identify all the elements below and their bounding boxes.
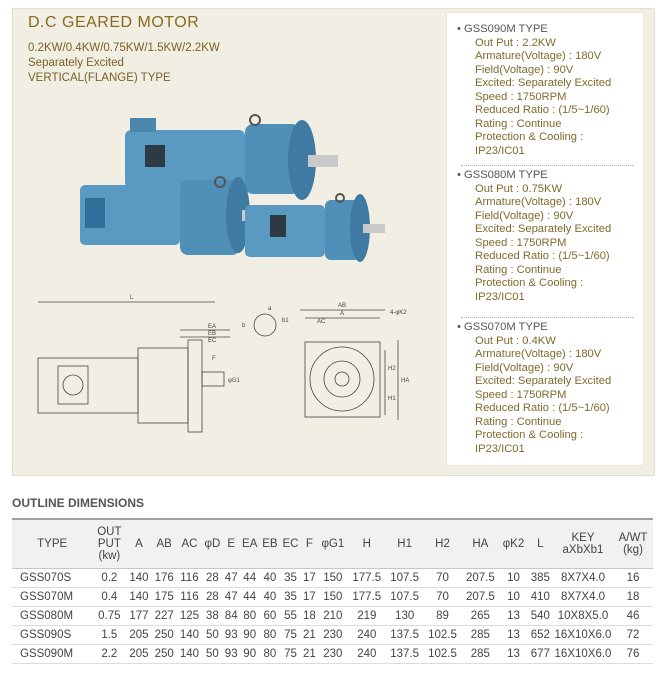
outline-dimensions-table [12,518,653,664]
cell: 55 [280,607,301,626]
cell: 17 [301,588,318,607]
spec-line: Protection & Cooling : [475,131,584,143]
svg-text:a: a [268,306,272,312]
spec-line: Field(Voltage) : 90V [475,63,574,76]
col-header: F [301,519,318,569]
spec-block-gss080m: • GSS080M TYPE Out Put : 0.75KW Armature(Voltage) : 180V Field(Voltage) : 90V Excited: Separately Excited Speed : 1750RPM Reduced Ratio : (1/5~1/60) Rating : Continue Protection & Cooling : IP23/IC01 [457,169,639,304]
cell: 177 [126,607,151,626]
col-header: φK2 [499,519,527,569]
table-row [12,645,653,664]
spec-heading: GSS090M TYPE [464,23,548,35]
cell: 50 [202,645,223,664]
spec-sidebar [446,12,644,466]
spec-line: Excited: Separately Excited [475,77,612,89]
svg-text:EC: EC [208,338,217,344]
col-header: EC [280,519,301,569]
spec-line: IP23/IC01 [475,144,525,157]
spec-line: IP23/IC01 [475,442,525,455]
cell: 46 [613,607,653,626]
table-header-row [12,519,653,569]
cell: 89 [424,607,462,626]
col-header: E [223,519,240,569]
spec-line: Out Put : 2.2KW [475,36,556,49]
col-header: EB [260,519,280,569]
cell: 116 [177,588,202,607]
cell: 410 [528,588,553,607]
cell: 75 [280,645,301,664]
cell: 76 [613,645,653,664]
cell: 285 [461,626,499,645]
cell: 40 [260,569,280,588]
cell: 265 [461,607,499,626]
spec-line: Armature(Voltage) : 180V [475,196,602,208]
cell: 240 [348,645,386,664]
cell: 250 [152,626,177,645]
col-header: AB [152,519,177,569]
cell: 28 [202,569,223,588]
cell: 175 [152,588,177,607]
spec-heading: GSS070M TYPE [464,321,548,333]
cell: 130 [386,607,424,626]
cell: 1.5 [92,626,126,645]
spec-line: Reduced Ratio : (1/5~1/60) [475,104,610,116]
cell: 250 [152,645,177,664]
col-header: A [126,519,151,569]
svg-text:EB: EB [208,331,217,337]
spec-line: Field(Voltage) : 90V [475,361,574,374]
motor-photo [70,110,390,280]
cell: 44 [240,569,260,588]
table-row [12,607,653,626]
cell: 230 [318,645,348,664]
col-header: H1 [386,519,424,569]
cell: 80 [260,645,280,664]
cell: 177.5 [348,569,386,588]
spec-line: Excited: Separately Excited [475,223,612,235]
cell: 652 [528,626,553,645]
svg-text:EA: EA [208,324,217,330]
cell: 240 [348,626,386,645]
excitation-type: Separately Excited [28,57,124,69]
cell: 47 [223,588,240,607]
cell: 72 [613,626,653,645]
cell: 140 [126,588,151,607]
cell: 80 [240,607,260,626]
cell: 285 [461,645,499,664]
dimension-drawing [20,290,420,450]
cell: 125 [177,607,202,626]
spec-block-gss070m: • GSS070M TYPE Out Put : 0.4KW Armature(Voltage) : 180V Field(Voltage) : 90V Excited: Separately Excited Speed : 1750RPM Reduced Ratio : (1/5~1/60) Rating : Continue Protection & Cooling : IP23/IC01 [457,321,639,456]
spec-line: Protection & Cooling : [475,277,584,289]
cell: 40 [260,588,280,607]
cell: GSS090S [12,626,92,645]
col-header: H2 [424,519,462,569]
col-header: EA [240,519,260,569]
cell: 677 [528,645,553,664]
cell: 207.5 [461,588,499,607]
cell: 102.5 [424,626,462,645]
cell: 0.75 [92,607,126,626]
cell: 28 [202,588,223,607]
spec-line: Field(Voltage) : 90V [475,209,574,222]
cell: 219 [348,607,386,626]
cell: 140 [177,626,202,645]
cell: 137.5 [386,645,424,664]
spec-line: Excited: Separately Excited [475,375,612,387]
divider [461,317,633,318]
spec-line: IP23/IC01 [475,290,525,303]
spec-line: Speed : 1750RPM [475,90,567,103]
cell: 90 [240,626,260,645]
svg-text:φG1: φG1 [228,378,240,384]
cell: 176 [152,569,177,588]
spec-line: Rating : Continue [475,415,562,428]
spec-line: Rating : Continue [475,263,562,276]
cell: 35 [280,588,301,607]
svg-text:b1: b1 [282,318,289,324]
svg-text:H2: H2 [388,366,396,372]
cell: 140 [126,569,151,588]
cell: 227 [152,607,177,626]
cell: 150 [318,588,348,607]
col-header: OUT PUT (kw) [92,519,126,569]
cell: 13 [499,645,527,664]
cell: 44 [240,588,260,607]
col-header: KEY aXbXb1 [553,519,613,569]
cell: 230 [318,626,348,645]
spec-line: Reduced Ratio : (1/5~1/60) [475,250,610,262]
svg-text:L: L [130,295,134,301]
table-row [12,588,653,607]
cell: 210 [318,607,348,626]
cell: 13 [499,626,527,645]
cell: 0.4 [92,588,126,607]
col-header: H [348,519,386,569]
cell: 10X8X5.0 [553,607,613,626]
cell: 385 [528,569,553,588]
cell: GSS070M [12,588,92,607]
product-title: D.C GEARED MOTOR [28,14,200,31]
cell: 177.5 [348,588,386,607]
cell: 8X7X4.0 [553,569,613,588]
spec-line: Reduced Ratio : (1/5~1/60) [475,402,610,414]
cell: 2.2 [92,645,126,664]
svg-text:H1: H1 [388,396,396,402]
cell: 84 [223,607,240,626]
spec-line: Speed : 1750RPM [475,236,567,249]
cell: 0.2 [92,569,126,588]
cell: 150 [318,569,348,588]
cell: 10 [499,569,527,588]
cell: 137.5 [386,626,424,645]
cell: 205 [126,626,151,645]
col-header: L [528,519,553,569]
cell: 540 [528,607,553,626]
col-header: HA [461,519,499,569]
col-header: A/WT (kg) [613,519,653,569]
cell: 116 [177,569,202,588]
svg-text:AC: AC [317,319,326,325]
table-row [12,569,653,588]
col-header: φG1 [318,519,348,569]
cell: 107.5 [386,588,424,607]
spec-line: Protection & Cooling : [475,429,584,441]
divider [461,165,633,166]
cell: 207.5 [461,569,499,588]
cell: 102.5 [424,645,462,664]
cell: 93 [223,626,240,645]
cell: 60 [260,607,280,626]
cell: 50 [202,626,223,645]
table-title: OUTLINE DIMENSIONS [12,496,145,510]
spec-line: Out Put : 0.75KW [475,182,563,195]
spec-heading: GSS080M TYPE [464,169,548,181]
cell: 8X7X4.0 [553,588,613,607]
svg-text:4-φK2: 4-φK2 [390,310,407,316]
spec-block-gss090m: • GSS090M TYPE Out Put : 2.2KW Armature(Voltage) : 180V Field(Voltage) : 90V Excited: Separately Excited Speed : 1750RPM Reduced Ratio : (1/5~1/60) Rating : Continue Protection & Cooling : IP23/IC01 [457,23,639,158]
svg-text:b: b [242,323,246,329]
cell: 90 [240,645,260,664]
spec-line: Rating : Continue [475,117,562,130]
cell: 47 [223,569,240,588]
cell: 38 [202,607,223,626]
cell: GSS090M [12,645,92,664]
col-header: φD [202,519,223,569]
spec-line: Armature(Voltage) : 180V [475,348,602,360]
cell: 18 [301,607,318,626]
cell: 17 [301,569,318,588]
cell: 35 [280,569,301,588]
col-header: AC [177,519,202,569]
cell: 16 [613,569,653,588]
spec-line: Out Put : 0.4KW [475,334,556,347]
svg-text:A: A [340,311,345,317]
cell: 16X10X6.0 [553,626,613,645]
spec-line: Armature(Voltage) : 180V [475,50,602,62]
cell: 93 [223,645,240,664]
cell: GSS070S [12,569,92,588]
svg-text:AB: AB [338,303,347,309]
table-row [12,626,653,645]
cell: GSS080M [12,607,92,626]
cell: 75 [280,626,301,645]
svg-text:F: F [212,356,216,362]
cell: 205 [126,645,151,664]
power-range: 0.2KW/0.4KW/0.75KW/1.5KW/2.2KW [28,42,220,54]
cell: 13 [499,607,527,626]
cell: 21 [301,626,318,645]
cell: 107.5 [386,569,424,588]
cell: 70 [424,569,462,588]
mount-type: VERTICAL(FLANGE) TYPE [28,72,171,84]
cell: 70 [424,588,462,607]
cell: 18 [613,588,653,607]
svg-text:HA: HA [401,378,410,384]
cell: 140 [177,645,202,664]
cell: 21 [301,645,318,664]
col-header: TYPE [12,519,92,569]
cell: 80 [260,626,280,645]
cell: 16X10X6.0 [553,645,613,664]
spec-line: Speed : 1750RPM [475,388,567,401]
cell: 10 [499,588,527,607]
